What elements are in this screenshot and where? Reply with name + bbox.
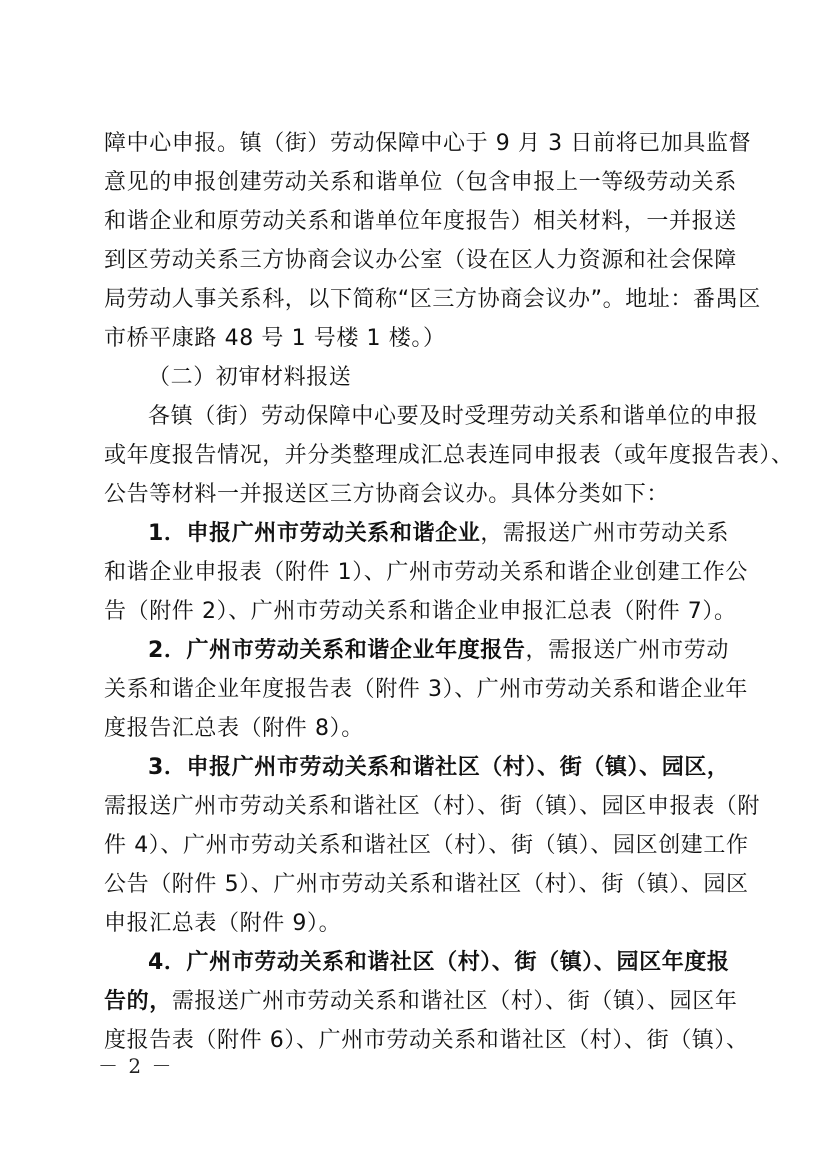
list-item-1-title: 1．申报广州市劳动关系和谐企业	[148, 521, 481, 546]
page-number: － 2 －	[98, 1054, 174, 1078]
paragraph-line: 和谐企业申报表（附件 1）、广州市劳动关系和谐企业创建工作公	[104, 560, 748, 585]
paragraph-line: 度报告表（附件 6）、广州市劳动关系和谐社区（村）、街（镇）、	[104, 1028, 749, 1053]
list-item-3-title: 3．申报广州市劳动关系和谐社区（村）、街（镇）、园区，	[148, 755, 730, 780]
body-text	[104, 124, 794, 1060]
paragraph-line: 市桥平康路 48 号 1 号楼 1 楼。）	[104, 326, 446, 351]
list-item-2-title: 2．广州市劳动关系和谐企业年度报告	[148, 638, 526, 663]
list-item-4-second-line	[104, 982, 738, 1021]
paragraph-line: 公告（附件 5）、广州市劳动关系和谐社区（村）、街（镇）、园区	[104, 872, 749, 897]
paragraph-line: 申报汇总表（附件 9）。	[104, 911, 342, 936]
paragraph-line: 告（附件 2）、广州市劳动关系和谐企业申报汇总表（附件 7）。	[104, 599, 737, 624]
list-item-4-text: 需报送广州市劳动关系和谐社区（村）、街（镇）、园区年	[171, 989, 738, 1014]
paragraph-line: 意见的申报创建劳动关系和谐单位（包含申报上一等级劳动关系	[104, 170, 737, 195]
paragraph-line: 障中心申报。镇（街）劳动保障中心于 9 月 3 日前将已加具监督	[104, 131, 752, 156]
paragraph-line: 和谐企业和原劳动关系和谐单位年度报告）相关材料，一并报送	[104, 209, 737, 234]
list-item-4-title-line: 4．广州市劳动关系和谐社区（村）、街（镇）、园区年度报	[148, 950, 730, 975]
paragraph-line: 件 4）、广州市劳动关系和谐社区（村）、街（镇）、园区创建工作	[104, 833, 749, 858]
paragraph-line: 局劳动人事关系科，以下简称“区三方协商会议办”。地址：番禺区	[104, 287, 761, 312]
list-item-2-first-line	[104, 631, 728, 670]
section-heading: （二）初审材料报送	[148, 365, 352, 390]
paragraph-line: 各镇（街）劳动保障中心要及时受理劳动关系和谐单位的申报	[148, 404, 759, 429]
list-item-1-first-line	[104, 514, 728, 553]
list-item-2-text: ，需报送广州市劳动	[525, 638, 729, 663]
paragraph-line: 到区劳动关系三方协商会议办公室（设在区人力资源和社会保障	[104, 248, 737, 273]
list-item-1-text: ，需报送广州市劳动关系	[480, 521, 729, 546]
list-item-4-title-cont: 告的，	[104, 989, 172, 1014]
paragraph-line: 度报告汇总表（附件 8）。	[104, 716, 364, 741]
list-item-3-first-line	[104, 748, 728, 787]
paragraph-line: 需报送广州市劳动关系和谐社区（村）、街（镇）、园区申报表（附	[104, 794, 761, 819]
paragraph-line: 或年度报告情况，并分类整理成汇总表连同申报表（或年度报告表）、	[104, 443, 794, 468]
paragraph-line: 关系和谐企业年度报告表（附件 3）、广州市劳动关系和谐企业年	[104, 677, 748, 702]
paragraph-line: 公告等材料一并报送区三方协商会议办。具体分类如下：	[104, 482, 670, 507]
